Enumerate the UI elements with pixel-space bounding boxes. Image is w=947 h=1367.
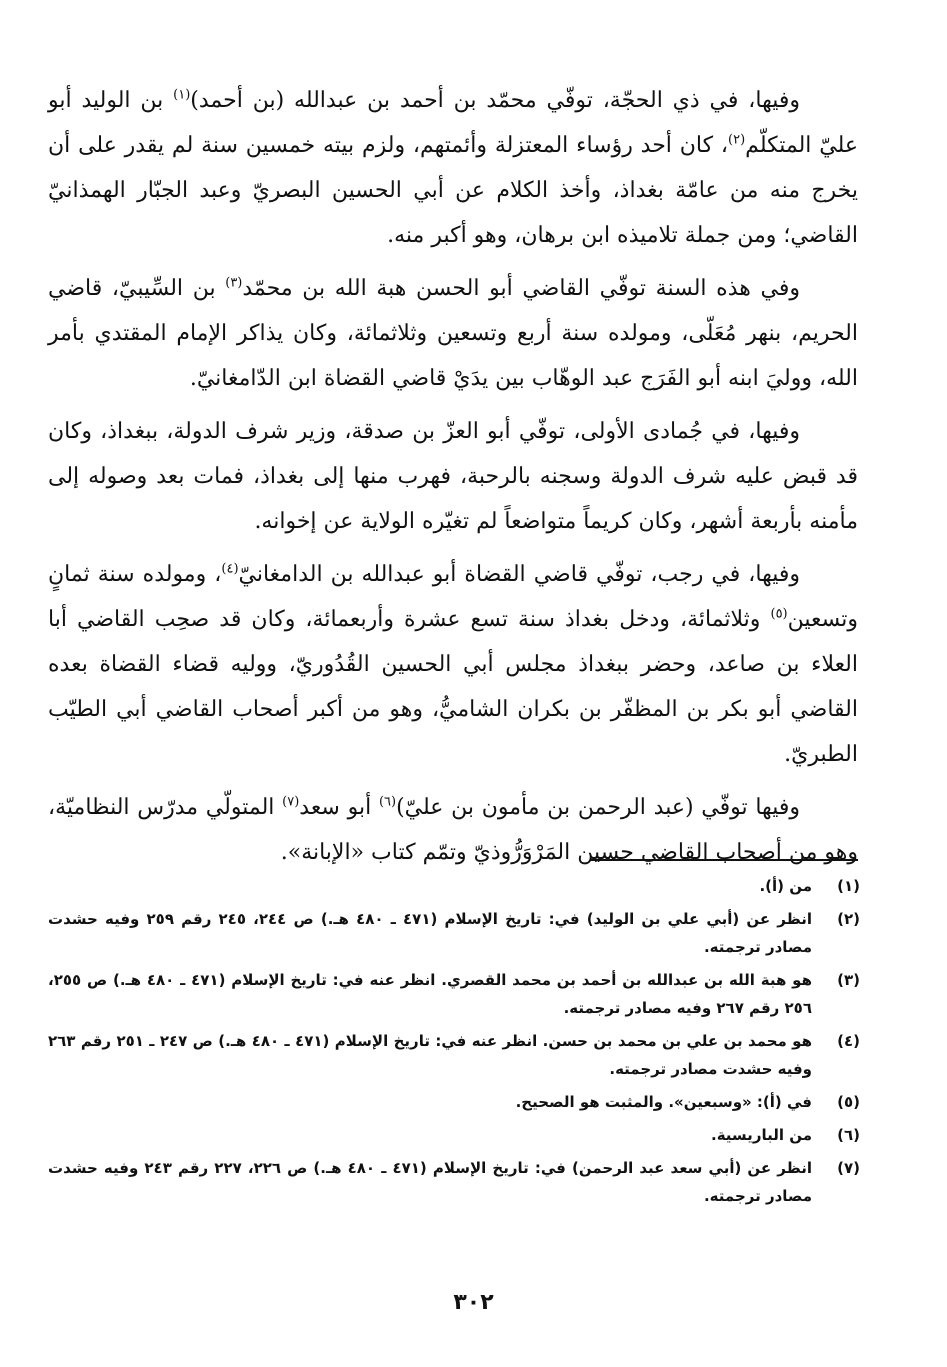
footnote-ref[interactable]: (٥) (770, 606, 788, 622)
paragraph-text: ، كان أحد رؤساء المعتزلة وأئمتهم، ولزم بيته خمسين سنة لم يقدر على أن يخرج منه من عامّة بغداذ، وأخذ الكلام عن أبي الحسين البصريّ وعبد الجبّار الهمذانيّ القاضي؛ ومن جملة تلاميذه ابن برهان، وهو أكبر منه. (48, 133, 858, 248)
paragraph-text: أبو سعد (299, 795, 379, 820)
footnote-number: (٦) (837, 1126, 860, 1144)
footnotes (48, 872, 860, 1215)
footnote-item (48, 1121, 860, 1149)
footnote-ref[interactable]: (٣) (225, 275, 243, 291)
footnote-text: هو هبة الله بن عبدالله بن أحمد بن محمد القصري. انظر عنه في: تاريخ الإسلام (٤٧١ ـ ٤٨٠ هـ.) ص ٢٥٥، ٢٥٦ رقم ٢٦٧ وفيه مصادر ترجمته. (48, 971, 812, 1017)
paragraph-text: بن السِّيبيّ، قاضي الحريم، بنهر مُعَلّى، ومولده سنة أربع وتسعين وثلاثمائة، وكان يذاكر الإمام المقتدي بأمر الله، ووليَ ابنه أبو الفَرَج عبد الوهّاب بين يدَيْ قاضي القضاة ابن الدّامغانيّ. (48, 276, 858, 391)
footnote-ref[interactable]: (٤) (221, 561, 239, 577)
footnote-text: انظر عن (أبي سعد عبد الرحمن) في: تاريخ الإسلام (٤٧١ ـ ٤٨٠ هـ.) ص ٢٢٦، ٢٢٧ رقم ٢٤٣ وفيه حشدت مصادر ترجمته. (48, 1159, 812, 1205)
footnote-ref[interactable]: (١) (173, 87, 191, 103)
footnote-number: (٣) (837, 971, 860, 989)
paragraph (48, 266, 858, 401)
page-number: ٣٠٢ (453, 1290, 494, 1315)
footnote-ref[interactable]: (٧) (282, 794, 300, 810)
footnote-item (48, 872, 860, 900)
paragraph-text: وفيها، في ذي الحجّة، توفّي محمّد بن أحمد بن عبدالله (بن أحمد) (190, 88, 800, 113)
paragraph-text: وفيها، في جُمادى الأولى، توفّي أبو العزّ بن صدقة، وزير شرف الدولة، ببغداذ، وكان قد قبض عليه شرف الدولة وسجنه بالرحبة، فهرب منها إلى بغداذ، فمات بعد وصوله إلى مأمنه بأربعة أشهر، وكان كريماً متواضعاً لم تغيّره الولاية عن إخوانه. (48, 419, 858, 534)
paragraph-text: بن الوليد أبو عليّ المتكلّم (48, 88, 858, 158)
paragraph-text: ، ومولده سنة ثمانٍ وتسعين (48, 562, 858, 632)
footnote-text: من الباريسية. (711, 1126, 812, 1144)
paragraph-text: وثلاثمائة، ودخل بغداذ سنة تسع عشرة وأربعمائة، وكان قد صحِب القاضي أبا العلاء بن صاعد، وحضر ببغداذ مجلس أبي الحسين القُدُوريّ، ووليه قضاء القضاة بعده القاضي أبو بكر بن المظفّر بن بكران الشاميُّ، وهو من أكبر أصحاب القاضي أبي الطيّب الطبريّ. (48, 607, 858, 767)
paragraph (48, 785, 858, 875)
footnote-item (48, 1088, 860, 1116)
footnote-ref[interactable]: (٢) (728, 132, 746, 148)
footnote-item (48, 905, 860, 961)
paragraph-text: المتولّي مدرّس النظاميّة، وهو من أصحاب القاضي حسين المَرْوَرُّوذيّ وتمّم كتاب «الإبانة». (48, 795, 858, 865)
paragraph-text: وفي هذه السنة توفّي القاضي أبو الحسن هبة الله بن محمّد (242, 276, 800, 301)
footnote-number: (٧) (837, 1159, 860, 1177)
footnote-text: في (أ): «وسبعين». والمثبت هو الصحيح. (515, 1093, 812, 1111)
footnote-item (48, 1154, 860, 1210)
main-text (48, 78, 858, 883)
footnote-text: هو محمد بن علي بن محمد بن حسن. انظر عنه في: تاريخ الإسلام (٤٧١ ـ ٤٨٠ هـ.) ص ٢٤٧ ـ ٢٥١ رقم ٢٦٣ وفيه حشدت مصادر ترجمته. (48, 1032, 812, 1078)
footnote-number: (١) (837, 877, 860, 895)
footnote-item (48, 966, 860, 1022)
footnote-text: انظر عن (أبي علي بن الوليد) في: تاريخ الإسلام (٤٧١ ـ ٤٨٠ هـ.) ص ٢٤٤، ٢٤٥ رقم ٢٥٩ وفيه حشدت مصادر ترجمته. (48, 910, 812, 956)
footnote-number: (٥) (837, 1093, 860, 1111)
footnote-number: (٢) (837, 910, 860, 928)
footnote-number: (٤) (837, 1032, 860, 1050)
footnote-divider (590, 859, 858, 861)
paragraph-text: وفيها، في رجب، توفّي قاضي القضاة أبو عبدالله بن الدامغانيّ (238, 562, 800, 587)
paragraph (48, 78, 858, 258)
paragraph-text: وفيها توفّي (عبد الرحمن بن مأمون بن عليّ) (396, 795, 800, 820)
paragraph (48, 409, 858, 544)
footnote-ref[interactable]: (٦) (378, 794, 397, 810)
paragraph (48, 552, 858, 777)
footnote-item (48, 1027, 860, 1083)
footnote-text: من (أ). (759, 877, 812, 895)
